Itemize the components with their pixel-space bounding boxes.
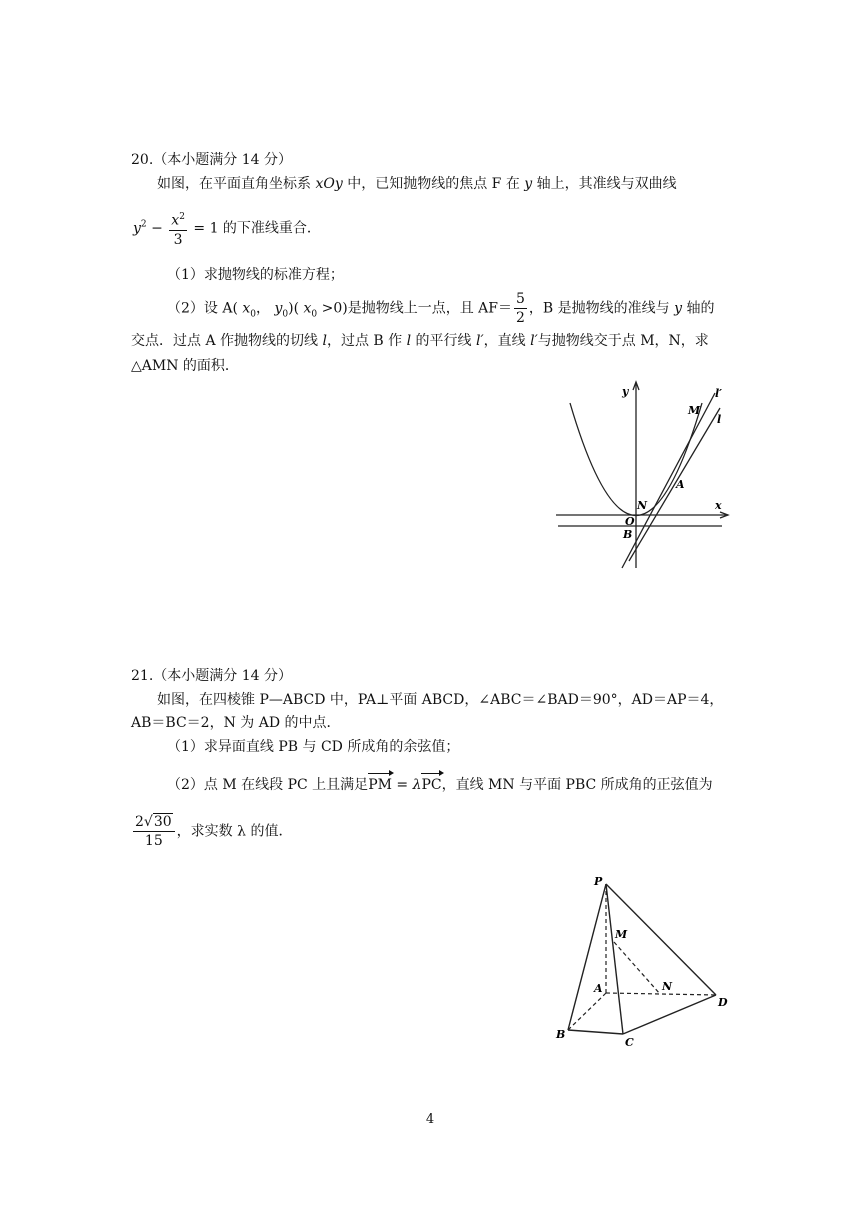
- label-M: M: [688, 404, 701, 417]
- q20-heading: 20.（本小题满分 14 分）: [131, 152, 292, 168]
- label-N: N: [662, 980, 673, 993]
- pyramid-figure: [548, 872, 738, 1050]
- q20-line4: △AMN 的面积．: [131, 358, 239, 374]
- page-number: 4: [425, 1112, 435, 1127]
- q20-part1: （1）求抛物线的标准方程；: [167, 267, 344, 283]
- label-P: P: [594, 875, 603, 888]
- tangent-line-l: [629, 408, 720, 561]
- label-y: y: [622, 385, 629, 398]
- label-D: D: [718, 996, 728, 1009]
- q21-line1: 如图，在四棱锥 P—ABCD 中，PA⊥平面 ABCD，∠ABC＝∠BAD＝90°，AD＝AP＝4，: [157, 692, 724, 708]
- q21-heading: 21.（本小题满分 14 分）: [131, 668, 292, 684]
- q21-part2: （2）点 M 在线段 PC 上且满足PM = λPC，直线 MN 与平面 PBC 所成角的正弦值为: [167, 773, 713, 795]
- label-l: l: [717, 413, 722, 426]
- edge-AB: [568, 993, 606, 1030]
- edge-CD: [623, 995, 716, 1034]
- q20-intro: 如图，在平面直角坐标系 xOy 中，已知抛物线的焦点 F 在 y 轴上，其准线与双曲线: [157, 176, 677, 192]
- vector-pc: PC: [421, 773, 441, 795]
- edge-AD: [606, 993, 716, 995]
- label-B: B: [623, 528, 633, 541]
- q21-part1: （1）求异面直线 PB 与 CD 所成角的余弦值；: [167, 739, 460, 755]
- q21-line2: AB＝BC＝2，N 为 AD 的中点．: [131, 715, 341, 731]
- label-O: O: [625, 515, 635, 528]
- edge-PB: [568, 884, 606, 1030]
- label-x: x: [715, 499, 722, 512]
- label-A: A: [676, 478, 685, 491]
- label-M: M: [615, 928, 628, 941]
- label-A: A: [594, 982, 603, 995]
- q20-part2: （2）设 A( $x_0$， $y_0$)( $x_0 >0$)是抛物线上一点，且 AF＝ $\frac{5}{2}$ ，B 是抛物线的准线与 y 轴的: [167, 291, 715, 326]
- label-B: B: [556, 1028, 566, 1041]
- edge-BC: [568, 1030, 623, 1034]
- q21-line5: $\frac{2√30}{15}$ ，求实数 λ 的值．: [135, 814, 293, 849]
- q20-line3: 交点．过点 A 作抛物线的切线 l，过点 B 作 l 的平行线 l′，直线 l′与抛物线交于点 M，N，求: [131, 333, 709, 349]
- parabola-figure: [550, 378, 735, 573]
- label-lprime: l′: [715, 387, 723, 400]
- segment-MN: [614, 942, 660, 994]
- q20-hyperbola-equation: $y^2$ − $\frac{x^2}{3}$ = 1 的下准线重合．: [133, 208, 321, 249]
- edge-PC: [606, 884, 623, 1034]
- label-C: C: [625, 1036, 634, 1049]
- vector-pm: PM: [368, 773, 392, 795]
- label-N: N: [637, 499, 648, 512]
